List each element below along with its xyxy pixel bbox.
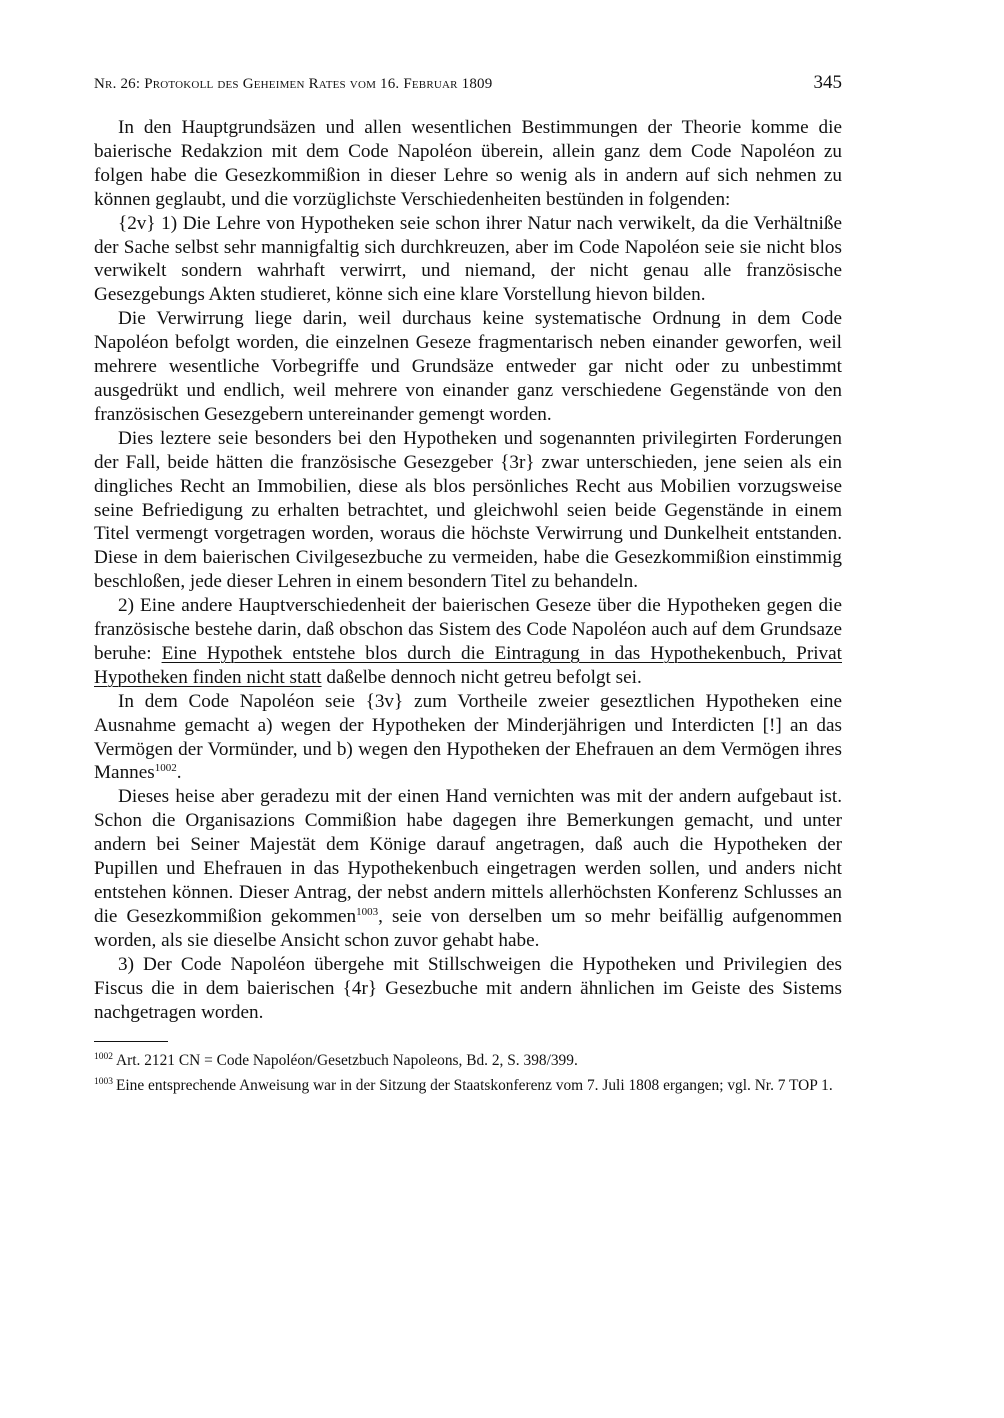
paragraph-theorie: In den Hauptgrundsäzen und allen wesentlichen Bestimmungen der Theorie komme die baierische Redakzion mit dem Code Napoléon überein, allein ganz dem Code Napoléon zu folgen habe die Gesezkommißion in dieser Lehre so wenig als in andern auf sich nehmen zu können geglaubt, und die vorzüglichste Verschiedenheiten bestünden in folgenden:	[94, 117, 842, 210]
paragraph-fiscus: 3) Der Code Napoléon übergehe mit Stillschweigen die Hypotheken und Privilegien des Fiscus die in dem baierischen {4r} Gesezbuche mit andern ähnlichen im Geiste des Sistems nachgetragen worden.	[94, 953, 842, 1023]
footnotes	[94, 1051, 842, 1096]
footnote-number: 1003	[94, 1077, 113, 1088]
underlined-principle: Eine Hypothek entstehe blos durch die Eintragung in das Hypothekenbuch, Privat Hypotheken finden nicht statt	[94, 642, 842, 688]
running-head-title: r. 26: Protokoll des Geheimen Rates vom 16. Februar 1809	[105, 76, 493, 92]
footnote-divider	[94, 1041, 168, 1042]
running-head-initial: N	[94, 76, 106, 92]
body-text	[94, 116, 842, 1024]
footnote-number: 1002	[94, 1052, 113, 1063]
paragraph-hauptverschiedenheit	[94, 594, 842, 690]
paragraph-organisazions-commission-text: Dieses heise aber geradezu mit der einen Hand vernichten was mit der andern aufgebaut ist. Schon die Organisazions Commißion habe dagegen ihre Bemerkungen gemacht, und unter andern bei Seiner Majestät dem Könige darauf angetragen, daß auch die Hypotheken der Pupillen und Ehefrauen in das Hypothekenbuch eingetragen werden sollen, und anders nicht entstehen können. Dieser Antrag, der nebst andern mittels allerhöchsten Konferenz Schlusses an die Gesezkommißion gekommen	[94, 786, 842, 927]
document-page	[94, 72, 842, 1101]
page-number: 345	[813, 72, 842, 93]
footnote-1002	[94, 1051, 842, 1071]
page-header	[94, 72, 842, 100]
paragraph-hauptverschiedenheit-start: 2) Eine andere Hauptverschiedenheit der baierischen Geseze über die Hypotheken gegen die französische bestehe darin, daß obschon das Sistem des Code Napoléon auch auf dem Grundsaze beruhe:	[94, 595, 842, 664]
footnote-text: Art. 2121 CN = Code Napoléon/Gesetzbuch Napoleons, Bd. 2, S. 398/399.	[116, 1052, 578, 1070]
footnote-1003	[94, 1076, 842, 1096]
paragraph-gesezliche-hypotheken	[94, 690, 842, 786]
footnote-text: Eine entsprechende Anweisung war in der Sitzung der Staatskonferenz vom 7. Juli 1808 ergangen; vgl. Nr. 7 TOP 1.	[116, 1077, 833, 1095]
paragraph-gesezliche-hypotheken-text: In dem Code Napoléon seie {3v} zum Vortheile zweier geseztlichen Hypotheken eine Ausnahme gemacht a) wegen der Hypotheken der Minderjährigen und Interdicten [!] an das Vermögen der Vormünder, und b) wegen den Hypotheken der Ehefrauen an dem Vermögen ihres Mannes	[94, 690, 842, 784]
paragraph-verwirrung: Die Verwirrung liege darin, weil durchaus keine systematische Ordnung in dem Code Napoléon befolgt worden, die einzelnen Geseze fragmentarisch neben einander geworfen, weil mehrere wesentliche Vorbegriffe und Grundsäze entweder gar nicht oder zu unbestimmt ausgedrükt und endlich, weil mehrere von einander ganz verschiedene Gegenstände von den französischen Gesezgebern untereinander gemengt worden.	[94, 308, 842, 425]
paragraph-privilegirte-forderungen: Dies leztere seie besonders bei den Hypotheken und sogenannten privilegirten Forderungen der Fall, beide hätten die französische Gesezgeber {3r} zwar unterschieden, jene seien als ein dingliches Recht an Immobilien, diese als blos persönliches Recht aus Mobilien vorzugsweise seine Befriedigung zu erhalten betrachtet, und gleichwohl seien beide Gegenstände in einem Titel vermengt vorgetragen worden, woraus die höchste Verwirrung und Dunkelheit entstanden. Diese in dem baierischen Civilgesezbuche zu vermeiden, habe die Gesezkommißion einstimmig beschloßen, jede dieser Lehren in einem besondern Titel zu behandeln.	[94, 427, 842, 593]
paragraph-hauptverschiedenheit-end: daßelbe dennoch nicht getreu befolgt sei.	[321, 666, 642, 688]
footnote-ref-1002: 1002	[154, 762, 177, 775]
paragraph-organisazions-commission-end: , seie von derselben um so mehr beifällig aufgenommen worden, als sie dieselbe Ansicht schon zuvor gehabt habe.	[94, 905, 842, 951]
paragraph-organisazions-commission	[94, 785, 842, 952]
running-head	[94, 76, 492, 93]
footnote-ref-1003: 1003	[356, 905, 379, 918]
paragraph-hypotheken-verwikelt: {2v} 1) Die Lehre von Hypotheken seie schon ihrer Natur nach verwikelt, da die Verhältniße der Sache selbst sehr mannigfaltig sich durchkreuzen, aber im Code Napoléon seie sie nicht blos verwikelt sondern wahrhaft verwirrt, und niemand, der nicht genau alle französische Gesezgebungs Akten studieret, könne sich eine klare Vorstellung hievon bilden.	[94, 212, 842, 306]
paragraph-gesezliche-hypotheken-end: .	[176, 762, 182, 784]
